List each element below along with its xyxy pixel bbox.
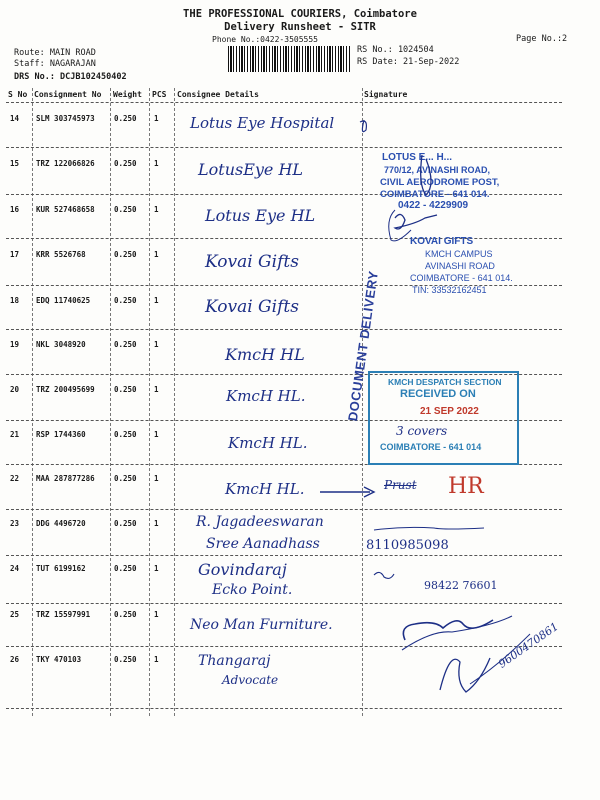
row-consignee: R. Jagadeeswaran [196, 514, 324, 530]
row-pcs: 1 [154, 474, 159, 483]
row-sno: 17 [10, 250, 20, 259]
row-consignee: LotusEye HL [198, 160, 304, 179]
row-consignee: Thangaraj [198, 653, 271, 669]
row-pcs: 1 [154, 564, 159, 573]
col-weight: Weight [113, 90, 142, 99]
row-sno: 25 [10, 610, 20, 619]
route: Route: MAIN ROAD [14, 48, 96, 58]
row-pcs: 1 [154, 519, 159, 528]
row-consignment-no: DDG 4496720 [36, 519, 86, 528]
row-weight: 0.250 [114, 114, 137, 123]
phone-number: Phone No.:0422-3505555 [212, 35, 318, 44]
row-sno: 19 [10, 340, 20, 349]
row-sno: 24 [10, 564, 20, 573]
rs-date: RS Date: 21-Sep-2022 [357, 57, 460, 67]
row-pcs: 1 [154, 159, 159, 168]
row-pcs: 1 [154, 430, 159, 439]
col-pcs: PCS [152, 90, 167, 99]
row23-phone: 8110985098 [366, 538, 449, 553]
document-delivery-stamp: DOCUMENT DELIVERY [345, 269, 381, 423]
row-consignee-line2: Advocate [222, 673, 279, 687]
row24-phone: 98422 76601 [424, 579, 498, 592]
row-pcs: 1 [154, 655, 159, 664]
row-pcs: 1 [154, 296, 159, 305]
row-sno: 22 [10, 474, 20, 483]
row-consignment-no: TKY 470103 [36, 655, 82, 664]
col-sno: S No [8, 90, 28, 99]
row-sno: 15 [10, 159, 20, 168]
struck-signature: Prust [384, 478, 417, 492]
row-weight: 0.250 [114, 430, 137, 439]
row-consignee: Lotus Eye HL [205, 206, 316, 225]
row-consignment-no: TRZ 122066826 [36, 159, 95, 168]
row-consignee: Kovai Gifts [205, 297, 299, 317]
row-consignee: KmcH HL [225, 345, 305, 364]
row-sno: 23 [10, 519, 20, 528]
covers-note: 3 covers [396, 424, 448, 438]
rs-number: RS No.: 1024504 [357, 45, 434, 55]
company-name: THE PROFESSIONAL COURIERS, Coimbatore [183, 8, 417, 20]
row-consignment-no: EDQ 11740625 [36, 296, 91, 305]
row-consignment-no: SLM 303745973 [36, 114, 95, 123]
row-pcs: 1 [154, 250, 159, 259]
row-consignment-no: KUR 527468658 [36, 205, 95, 214]
row-consignment-no: MAA 287877286 [36, 474, 95, 483]
row-sno: 21 [10, 430, 20, 439]
row-weight: 0.250 [114, 340, 137, 349]
row-pcs: 1 [154, 610, 159, 619]
row-consignment-no: KRR 5526768 [36, 250, 86, 259]
row-consignment-no: NKL 3048920 [36, 340, 86, 349]
row-weight: 0.250 [114, 474, 137, 483]
row-sno: 14 [10, 114, 20, 123]
row-consignee: Govindaraj [198, 560, 287, 579]
sheet-title: Delivery Runsheet - SITR [224, 21, 376, 33]
row-consignment-no: TUT 6199162 [36, 564, 86, 573]
row-consignment-no: RSP 1744360 [36, 430, 86, 439]
row-weight: 0.250 [114, 655, 137, 664]
row-sno: 18 [10, 296, 20, 305]
row-consignee-line2: Sree Aanadhass [206, 536, 320, 552]
row-sno: 20 [10, 385, 20, 394]
row-consignee: Kovai Gifts [205, 252, 299, 272]
row-consignment-no: TRZ 200495699 [36, 385, 95, 394]
row-weight: 0.250 [114, 159, 137, 168]
row-consignee: Lotus Eye Hospital [190, 114, 335, 132]
hr-mark: HR [448, 474, 484, 499]
staff: Staff: NAGARAJAN [14, 59, 96, 69]
row-weight: 0.250 [114, 519, 137, 528]
row-pcs: 1 [154, 385, 159, 394]
row-consignee-line2: Ecko Point. [212, 582, 293, 598]
col-signature: Signature [364, 90, 408, 99]
page-number: Page No.:2 [516, 34, 568, 44]
row-consignee: KmcH HL. [228, 434, 308, 452]
row-weight: 0.250 [114, 610, 137, 619]
row-weight: 0.250 [114, 250, 137, 259]
row26-phone: 9600470861 [496, 619, 561, 671]
row-pcs: 1 [154, 340, 159, 349]
row-weight: 0.250 [114, 296, 137, 305]
row-pcs: 1 [154, 114, 159, 123]
row-consignee: KmcH HL. [225, 480, 305, 498]
row-weight: 0.250 [114, 205, 137, 214]
row-sno: 26 [10, 655, 20, 664]
row-consignee: Neo Man Furniture. [190, 617, 333, 633]
row-consignee: KmcH HL. [226, 387, 306, 405]
col-consignment: Consignment No [34, 90, 102, 99]
row-sno: 16 [10, 205, 20, 214]
drs-number: DRS No.: DCJB102450402 [14, 72, 127, 82]
row-weight: 0.250 [114, 385, 137, 394]
row-consignment-no: TRZ 15597991 [36, 610, 91, 619]
row-weight: 0.250 [114, 564, 137, 573]
row-pcs: 1 [154, 205, 159, 214]
col-consignee: Consignee Details [177, 90, 259, 99]
